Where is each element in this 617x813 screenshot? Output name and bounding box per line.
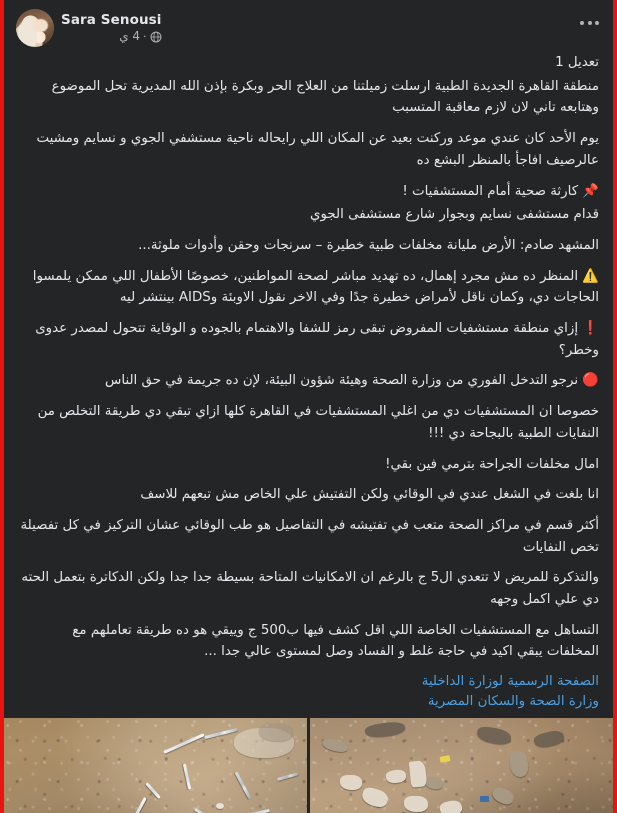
post-links <box>18 672 599 712</box>
globe-icon <box>150 31 162 43</box>
more-options-icon[interactable] <box>576 15 603 31</box>
author-name[interactable]: Sara Senousi <box>61 11 162 28</box>
author-text-block <box>61 12 162 45</box>
post-timestamp[interactable]: 4 ي <box>119 29 141 44</box>
post-body <box>4 52 613 718</box>
post-paragraph: يوم الأحد كان عندي موعد وركنت بعيد عن المكان اللي رايحاله ناحية مستشفي الجوي و نسايم ومشيت عالرصيف افاجأ بالمنظر البشع ده <box>32 131 599 168</box>
photo-medical-waste-rubble[interactable] <box>310 718 613 813</box>
post-paragraph: والتذكرة للمريض لا تتعدي ال5 ج بالرغم ان الامكانيات المتاحة بسيطة جدا جدا ولكن الدكاترة بتعمل الحته دي علي اكمل وجهه <box>17 570 599 608</box>
post-paragraph: منطقة القاهرة الجديدة الطبية ارسلت زميلتنا من العلاج الحر وبكرة بإذن الله المديرية تحل الموضوع وهتابعه تاني لان لازم معاقبة المتسبب <box>47 78 599 116</box>
photo-medical-waste-syringes[interactable] <box>4 718 307 813</box>
post-photo-grid <box>4 718 613 813</box>
post-paragraph: المشهد صادم: الأرض مليانة مخلفات طبية خطيرة – سرنجات وحقن وأدوات ملوثة... <box>138 237 599 253</box>
post-paragraph: خصوصا ان المستشفيات دي من اغلي المستشفيات في القاهرة كلها ازاي تبقي دي طريقة التخلص من النفايات الطبية بالبجاحة دي !!! <box>33 404 599 441</box>
post-paragraph: قدام مستشفى نسايم وبجوار شارع مستشفى الجوي <box>310 207 599 223</box>
link-ministry-of-interior[interactable]: الصفحة الرسمية لوزارة الداخلية <box>421 674 599 690</box>
post-edit-label: تعديل 1 <box>555 55 599 70</box>
post-paragraph: ⚠️ المنظر ده مش مجرد إهمال، ده تهديد مباشر لصحة المواطنين، خصوصًا الأطفال اللي ممكن يلمسوا الحاجات دي، وكمان ناقل لأمراض خطيرة جدًا وفي الاخر نقول الاوبئة وAIDS بينتشر ليه <box>28 268 599 306</box>
post-card <box>4 0 613 813</box>
post-paragraph: التساهل مع المستشفيات الخاصة اللي اقل كشف فيها ب500 ج وييقي هو ده طريقة تعاملهم مع المخلفات يبقي اكيد في حاجة غلط و الفساد وصل لمستوى عالي جدا ... <box>68 622 599 660</box>
avatar[interactable] <box>16 9 54 47</box>
link-ministry-of-health[interactable]: وزارة الصحة والسكان المصرية <box>427 694 599 710</box>
post-paragraph: 📌 كارثة صحية أمام المستشفيات ! <box>402 183 599 199</box>
post-paragraph: انا بلغت في الشغل عندي في الوقائي ولكن التفتيش علي الخاص مش تبعهم للاسف <box>140 487 599 503</box>
post-author-block[interactable] <box>16 9 162 47</box>
post-paragraph: ❗ إزاي منطقة مستشفيات المفروض تبقى رمز للشفا والاهتمام بالجوده و الوقاية تتحول لمصدر عدوى وخطر؟ <box>30 321 599 358</box>
meta-separator: · <box>143 30 147 44</box>
post-header <box>4 0 613 52</box>
post-paragraph: 🔴 نرجو التدخل الفوري من وزارة الصحة وهيئة شؤون البيئة، لإن ده جريمة في حق الناس <box>105 373 599 389</box>
post-paragraph: أكثر قسم في مراكز الصحة متعب في تفتيشه في التفاصيل هو طب الوقائي عشان التركيز في كل تفصيلة تخص النفايات <box>16 517 599 555</box>
post-meta-row <box>119 29 161 44</box>
post-paragraph: امال مخلفات الجراحة بترمي فين بقي! <box>385 456 599 472</box>
